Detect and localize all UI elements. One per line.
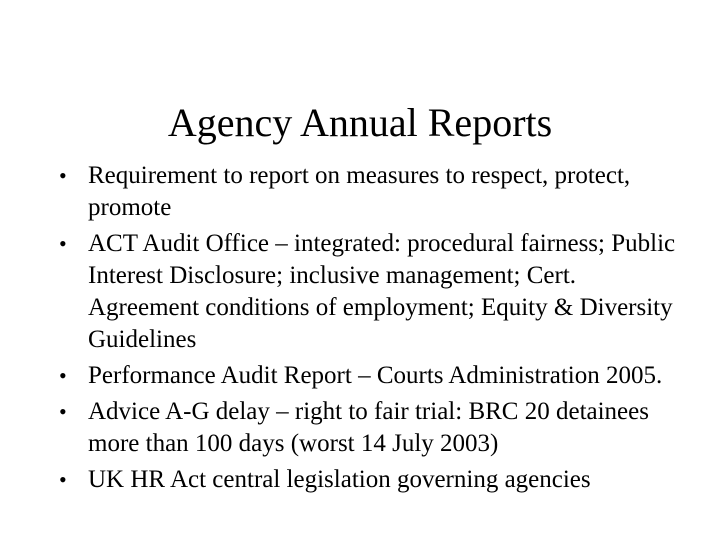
bullet-text: Performance Audit Report – Courts Administration 2005.	[88, 362, 663, 389]
bullet-icon: •	[59, 399, 67, 424]
bullet-item	[56, 228, 686, 356]
bullet-item	[56, 160, 686, 224]
bullet-icon: •	[59, 163, 67, 188]
bullet-icon: •	[59, 467, 67, 492]
bullet-item	[56, 464, 686, 496]
bullet-icon: •	[59, 363, 67, 388]
bullet-text: Advice A-G delay – right to fair trial: BRC 20 detainees more than 100 days (worst 14 July 2003)	[88, 398, 649, 457]
bullet-item	[56, 360, 686, 392]
bullet-text: UK HR Act central legislation governing agencies	[88, 466, 591, 493]
bullet-icon: •	[59, 231, 67, 256]
bullet-text: ACT Audit Office – integrated: procedural fairness; Public Interest Disclosure; inclusive management; Cert. Agreement conditions of employment; Equity & Diversity Guidelines	[88, 230, 676, 353]
slide-title: Agency Annual Reports	[167, 99, 553, 145]
bullet-text: Requirement to report on measures to respect, protect, promote	[88, 162, 631, 221]
bullet-item	[56, 396, 686, 460]
bullet-list	[56, 160, 686, 500]
